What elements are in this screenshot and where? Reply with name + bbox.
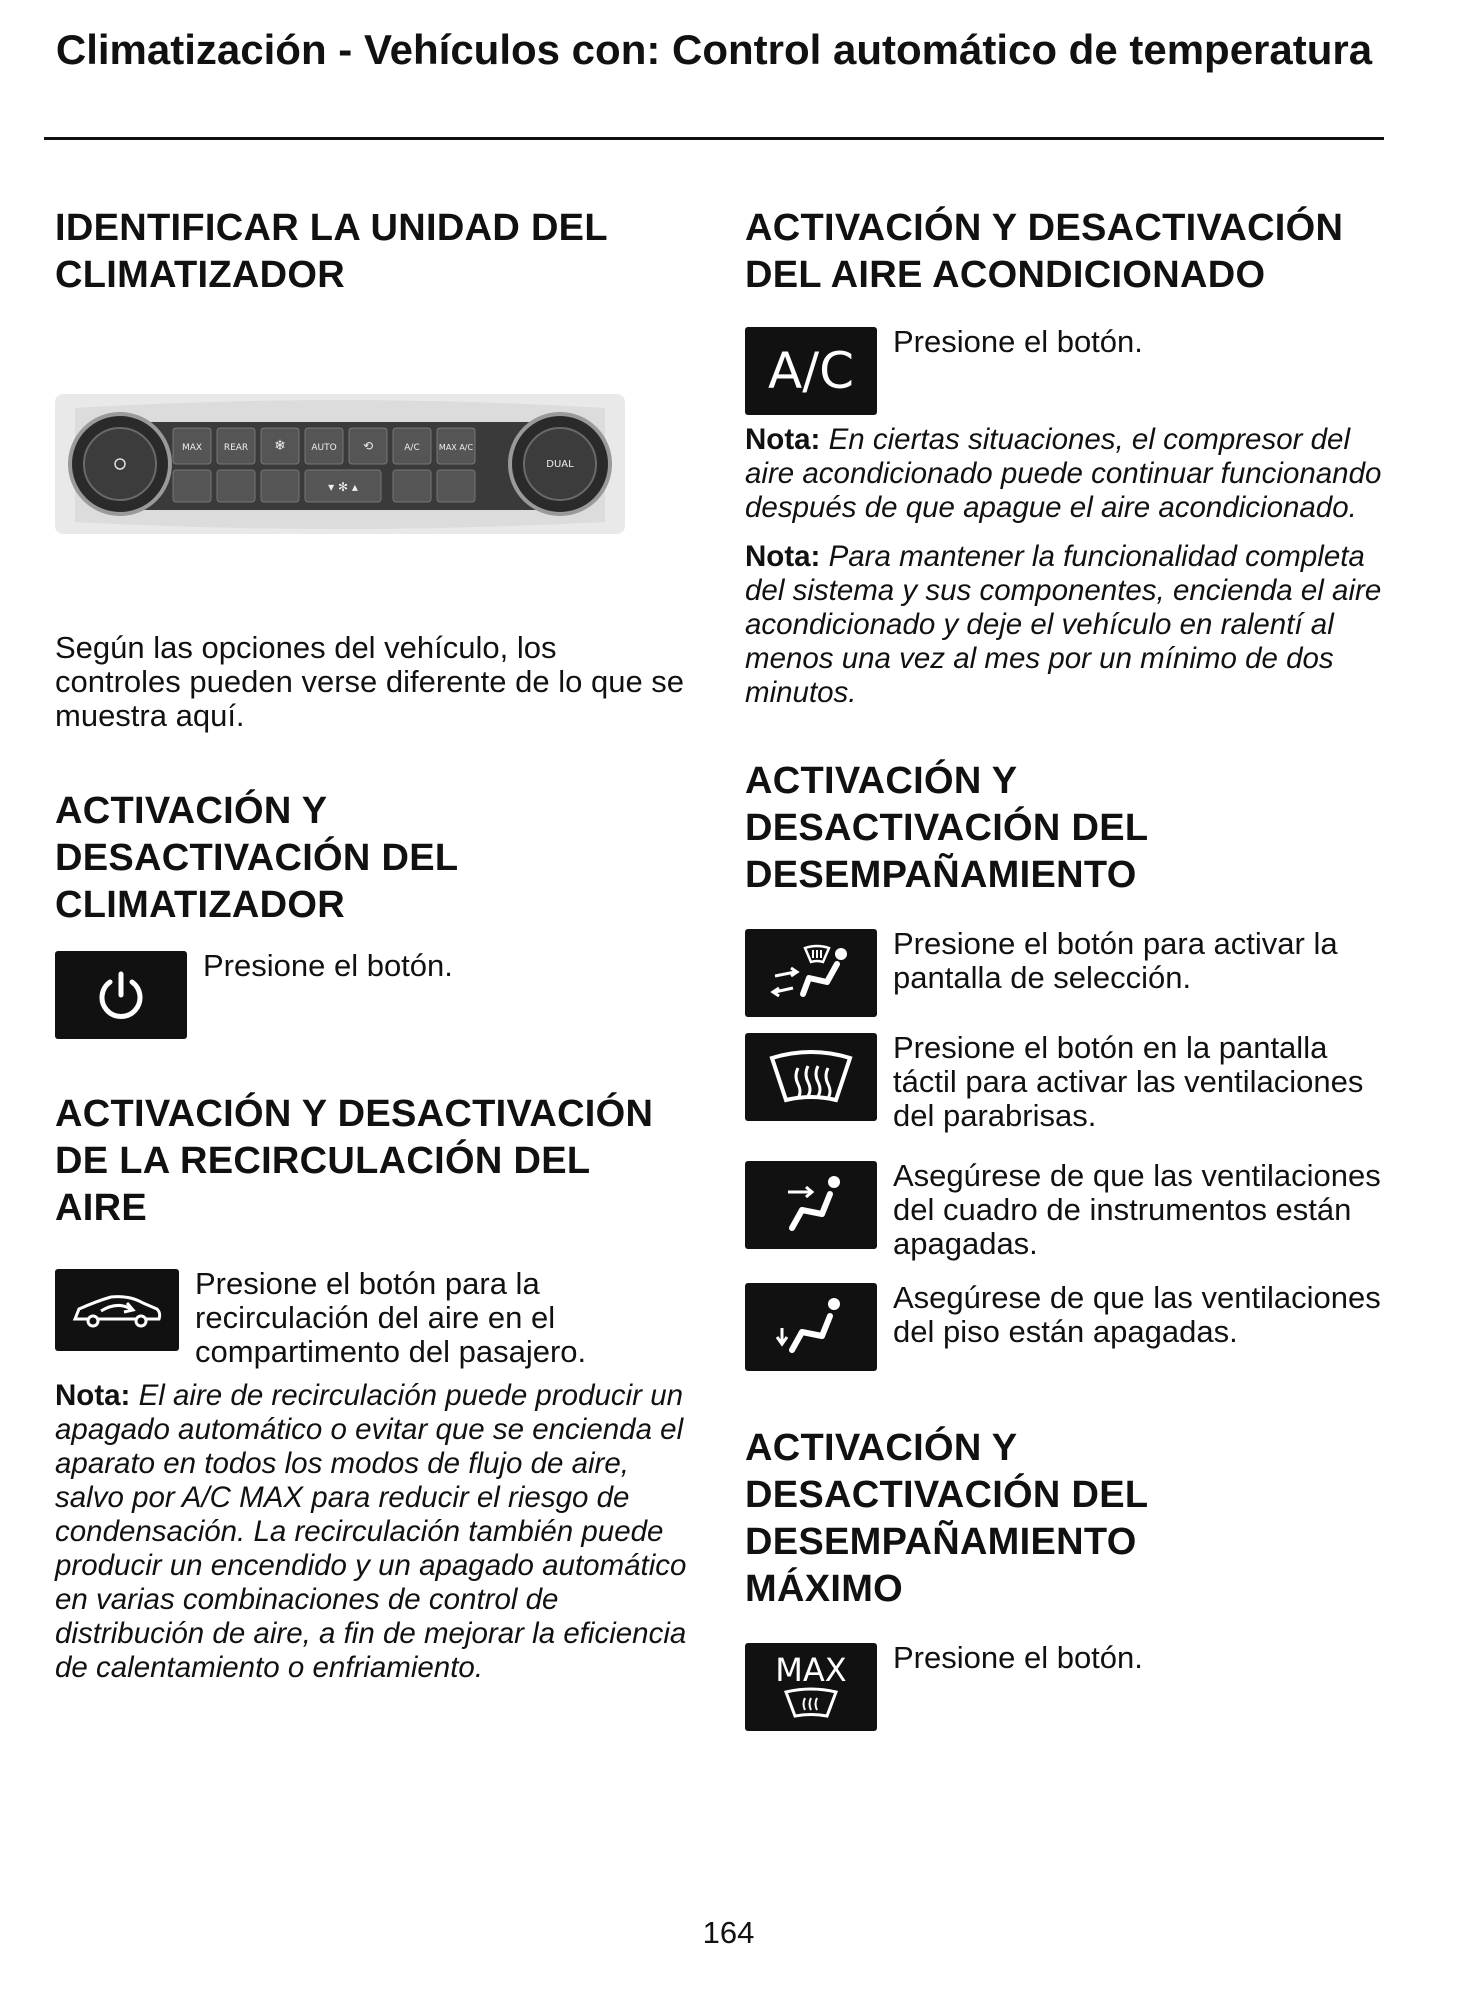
panel-vent-button[interactable] bbox=[745, 1161, 877, 1249]
left-column bbox=[55, 205, 685, 1685]
ac-text: Presione el botón. bbox=[893, 324, 1143, 359]
defog-item-3-text: Asegúrese de que las ventilaciones del cuadro de instrumentos están apagadas. bbox=[893, 1158, 1381, 1261]
windshield-defrost-icon bbox=[766, 1042, 856, 1112]
max-defog-row bbox=[745, 1640, 1400, 1731]
climate-onoff-heading: ACTIVACIÓN Y DESACTIVACIÓN DEL CLIMATIZADOR bbox=[55, 790, 458, 926]
defog-item-3 bbox=[745, 1158, 1400, 1261]
recirculation-note-label: Nota: bbox=[55, 1379, 131, 1412]
svg-text:▾ ✻ ▴: ▾ ✻ ▴ bbox=[328, 480, 358, 494]
panel-dual-label: DUAL bbox=[546, 459, 574, 470]
max-defrost-label: MAX bbox=[775, 1651, 847, 1689]
floor-vent-icon bbox=[766, 1292, 856, 1362]
ac-heading: ACTIVACIÓN Y DESACTIVACIÓN DEL AIRE ACONDICIONADO bbox=[745, 207, 1344, 296]
climate-onoff-text: Presione el botón. bbox=[203, 948, 453, 983]
defog-item-1-text: Presione el botón para activar la pantalla de selección. bbox=[893, 926, 1338, 995]
header-divider bbox=[44, 137, 1384, 140]
panel-auto-label: AUTO bbox=[311, 443, 337, 453]
right-column bbox=[745, 205, 1400, 1731]
recirculation-note bbox=[55, 1379, 695, 1685]
defog-item-2 bbox=[745, 1030, 1400, 1133]
windshield-defrost-button[interactable] bbox=[745, 1033, 877, 1121]
ac-button[interactable] bbox=[745, 327, 877, 415]
defog-item-4 bbox=[745, 1280, 1400, 1371]
recirculation-button[interactable] bbox=[55, 1269, 179, 1351]
defog-item-2-text: Presione el botón en la pantalla táctil para activar las ventilaciones del parabrisas. bbox=[893, 1030, 1364, 1133]
svg-text:⟲: ⟲ bbox=[362, 439, 374, 453]
power-icon bbox=[91, 965, 151, 1025]
defog-item-1 bbox=[745, 926, 1400, 1017]
defog-item-4-text: Asegúrese de que las ventilaciones del piso están apagadas. bbox=[893, 1280, 1381, 1349]
max-defog-text: Presione el botón. bbox=[893, 1640, 1143, 1675]
panel-vent-icon bbox=[766, 1170, 856, 1240]
max-defrost-button[interactable] bbox=[745, 1643, 877, 1731]
recirculation-row bbox=[55, 1266, 685, 1369]
ac-note-2-label: Nota: bbox=[745, 540, 821, 573]
max-defrost-icon bbox=[783, 1686, 839, 1720]
panel-ac-label: A/C bbox=[404, 443, 420, 453]
ac-note-1-text: En ciertas situaciones, el compresor del aire acondicionado puede continuar funcionando después de que apague el aire acondicionado. bbox=[745, 423, 1382, 524]
ac-note-1 bbox=[745, 423, 1385, 525]
recirculation-text: Presione el botón para la recirculación del aire en el compartimento del pasajero. bbox=[195, 1266, 587, 1369]
floor-vent-button[interactable] bbox=[745, 1283, 877, 1371]
page-title: Climatización - Vehículos con: Control automático de temperatura bbox=[55, 26, 1373, 73]
svg-text:❄: ❄ bbox=[274, 438, 286, 454]
panel-max-label: MAX bbox=[181, 443, 203, 453]
identify-heading: IDENTIFICAR LA UNIDAD DEL CLIMATIZADOR bbox=[55, 207, 608, 296]
defog-heading: ACTIVACIÓN Y DESACTIVACIÓN DEL DESEMPAÑAMIENTO bbox=[745, 760, 1148, 896]
ac-icon-label: A/C bbox=[768, 342, 854, 400]
ac-row bbox=[745, 324, 1400, 415]
ac-note-2 bbox=[745, 540, 1385, 710]
max-defog-heading: ACTIVACIÓN Y DESACTIVACIÓN DEL DESEMPAÑAMIENTO MÁXIMO bbox=[745, 1427, 1148, 1610]
ac-note-2-text: Para mantener la funcionalidad completa del sistema y sus componentes, encienda el aire acondicionado y deje el vehículo en ralentí al menos una vez al mes por un mínimo de dos minutos. bbox=[745, 540, 1382, 709]
recirculation-note-text: El aire de recirculación puede producir un apagado automático o evitar que se encienda el aparato en todos los modos de flujo de aire, salvo por A/C MAX para reducir el riesgo de condensación. La recirculación también puede producir un encendido y un apagado automático en varias combinaciones de control de distribución de aire, a fin de mejorar la eficiencia de calentamiento o enfriamiento. bbox=[55, 1379, 687, 1684]
panel-caption: Según las opciones del vehículo, los controles pueden verse diferente de lo que se muestra aquí. bbox=[55, 630, 685, 733]
recirculation-heading: ACTIVACIÓN Y DESACTIVACIÓN DE LA RECIRCULACIÓN DEL AIRE bbox=[55, 1093, 654, 1229]
defrost-selection-button[interactable] bbox=[745, 929, 877, 1017]
recirculation-icon bbox=[67, 1285, 167, 1335]
page-number: 164 bbox=[702, 1915, 755, 1950]
defrost-selection-icon bbox=[761, 938, 861, 1008]
ac-note-1-label: Nota: bbox=[745, 423, 821, 456]
panel-rear-label: REAR bbox=[223, 443, 249, 453]
panel-max-ac-label: MAX A/C bbox=[438, 443, 474, 452]
climate-control-panel-image bbox=[55, 394, 685, 539]
climate-onoff-row bbox=[55, 948, 685, 1039]
power-button[interactable] bbox=[55, 951, 187, 1039]
